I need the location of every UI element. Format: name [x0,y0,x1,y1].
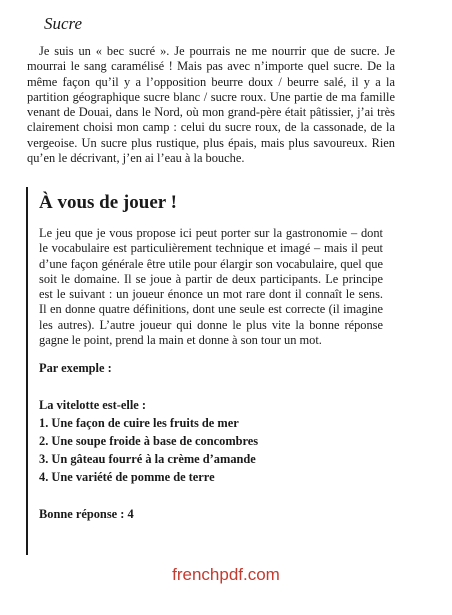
option-4: 4. Une variété de pomme de terre [39,470,215,484]
box-paragraph: Le jeu que je vous propose ici peut porter sur la gastronomie – dont le vocabulaire est particulièrement technique et imagé – mais il peut d’une façon générale être utile pour élargir son vocabulaire, quel que soit le domaine. Il se joue à partir de deux participants. Le principe est le suivant : un joueur énonce un mot rare dont il connaît le sens. Il en donne quatre définitions, dont une seule est correcte (il imagine les autres). L’autre joueur qui donne le plus vite la bonne réponse gagne le point, prend la main et donne à son tour un mot. [39,226,383,348]
example-label: Par exemple : [39,361,112,375]
answer: Bonne réponse : 4 [39,507,134,521]
option-1: 1. Une façon de cuire les fruits de mer [39,416,239,430]
watermark: frenchpdf.com [172,565,280,584]
box-left-rule [26,187,28,555]
box-title: À vous de jouer ! [39,192,177,213]
section-heading: Sucre [44,14,83,33]
answer-options [39,414,258,486]
option-3: 3. Un gâteau fourré à la crème d’amande [39,452,256,466]
question: La vitelotte est-elle : [39,398,146,412]
intro-paragraph: Je suis un « bec sucré ». Je pourrais ne me nourrir que de sucre. Je mourrai le sang caramélisé ! Mais pas avec n’importe quel sucre. De la même façon qu’il y a l’opposition beurre doux / beurre salé, il y a la partition géographique sucre blanc / sucre roux. Une partie de ma famille venant de Douai, dans le Nord, où mon grand-père était pâtissier, j’ai très clairement choisi mon camp : celui du sucre roux, de la cassonade, de la vergeoise. Un sucre plus rustique, plus épais, mais plus savoureux. Rien qu’en le décrivant, j’en ai l’eau à la bouche. [27,44,395,166]
option-2: 2. Une soupe froide à base de concombres [39,434,259,448]
